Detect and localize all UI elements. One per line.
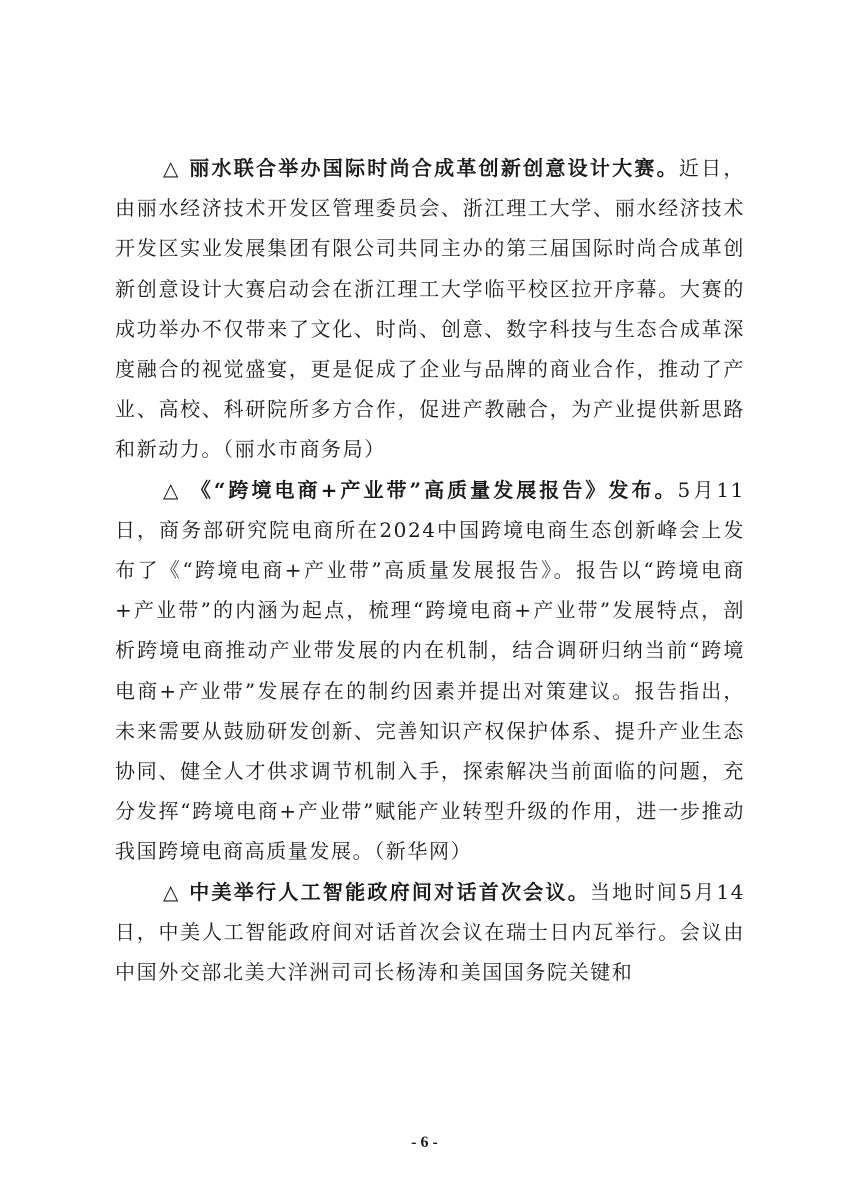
article-paragraph (115, 872, 745, 993)
triangle-bullet-icon: △ (163, 156, 181, 180)
article-body: 近日，由丽水经济技术开发区管理委员会、浙江理工大学、丽水经济技术开发区实业发展集团有限公司共同主办的第三届国际时尚合成革创新创意设计大赛启动会在浙江理工大学临平校区拉开序幕。大赛的成功举办不仅带来了文化、时尚、创意、数字科技与生态合成革深度融合的视觉盛宴，更是促成了企业与品牌的商业合作，推动了产业、高校、科研院所多方合作，促进产教融合，为产业提供新思路和新动力。（丽水市商务局） (115, 156, 746, 462)
triangle-bullet-icon: △ (163, 477, 182, 502)
page-number: - 6 - (411, 1134, 438, 1151)
article-paragraph (115, 470, 745, 872)
article-paragraph (115, 148, 745, 470)
article-heading: 中美举行人工智能政府间对话首次会议。 (189, 879, 591, 904)
document-body (115, 148, 745, 992)
article-body: 5月11日，商务部研究院电商所在2024中国跨境电商生态创新峰会上发布了《“跨境电商+产业带”高质量发展报告》。报告以“跨境电商+产业带”的内涵为起点，梳理“跨境电商+产业带”发展特点，剖析跨境电商推动产业带发展的内在机制，结合调研归纳当前“跨境电商+产业带”发展存在的制约因素并提出对策建议。报告指出，未来需要从鼓励研发创新、完善知识产权保护体系、提升产业生态协同、健全人才供求调节机制入手，探索解决当前面临的问题，充分发挥“跨境电商+产业带”赋能产业转型升级的作用，进一步推动我国跨境电商高质量发展。（新华网） (115, 477, 746, 864)
article-heading: 《“跨境电商+产业带”高质量发展报告》发布。 (190, 477, 678, 502)
triangle-bullet-icon: △ (163, 879, 181, 904)
article-heading: 丽水联合举办国际时尚合成革创新创意设计大赛。 (189, 156, 679, 180)
article-body: 当地时间5月14日，中美人工智能政府间对话首次会议在瑞士日内瓦举行。会议由中国外交部北美大洋洲司司长杨涛和美国国务院关键和 (115, 879, 745, 985)
